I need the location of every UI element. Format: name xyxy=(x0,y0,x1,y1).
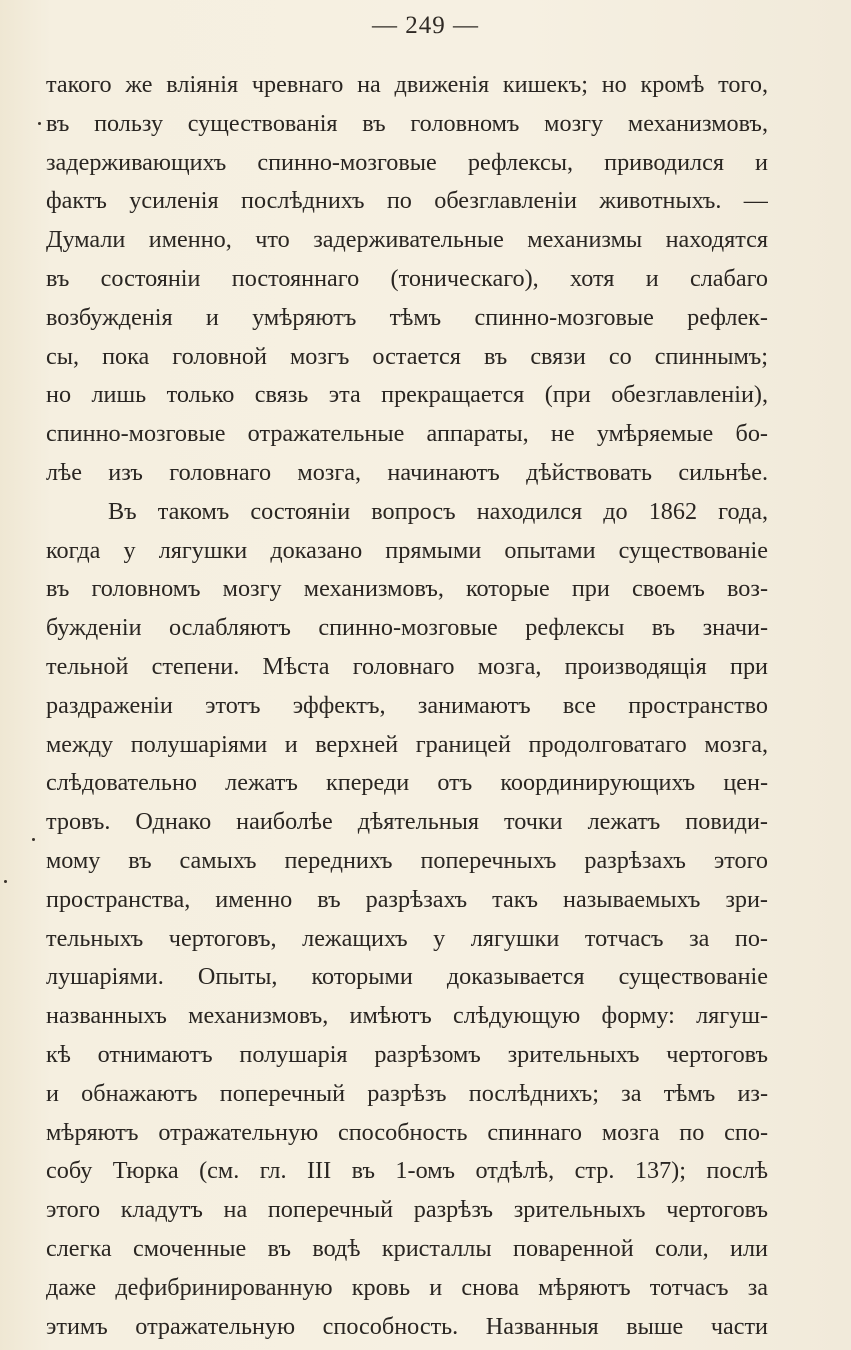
text-line: даже дефибринированную кровь и снова мѣряютъ тотчасъ за xyxy=(46,1273,768,1301)
text-line: въ пользу существованія въ головномъ мозгу механизмовъ, xyxy=(46,109,768,137)
text-line: слегка смоченные въ водѣ кристаллы поваренной соли, или xyxy=(46,1234,768,1262)
text-line: лушаріями. Опыты, которыми доказывается существованіе xyxy=(46,963,768,991)
text-line: бужденіи ослабляютъ спинно-мозговые рефлексы въ значи- xyxy=(46,614,768,642)
text-line: слѣдовательно лежатъ кпереди отъ координирующихъ цен- xyxy=(46,769,768,797)
text-line: спинно-мозговые отражательные аппараты, не умѣряемые бо- xyxy=(46,420,768,448)
text-line: но лишь только связь эта прекращается (при обезглавленіи), xyxy=(46,381,768,409)
text-line: когда у лягушки доказано прямыми опытами существованіе xyxy=(46,536,768,564)
text-line: сы, пока головной мозгъ остается въ связи со спиннымъ; xyxy=(46,342,768,370)
margin-dot xyxy=(38,122,41,125)
page-number: — 249 — xyxy=(372,12,479,39)
text-line: Думали именно, что задерживательные механизмы находятся xyxy=(46,226,768,254)
text-line: задерживающихъ спинно-мозговые рефлексы, приводился и xyxy=(46,148,768,176)
text-line: и обнажаютъ поперечный разрѣзъ послѣднихъ; за тѣмъ из- xyxy=(46,1079,768,1107)
text-line: между полушаріями и верхней границей продолговатаго мозга, xyxy=(46,730,768,758)
text-line: тровъ. Однако наиболѣе дѣятельныя точки лежатъ повиди- xyxy=(46,808,768,836)
text-line: этого кладутъ на поперечный разрѣзъ зрительныхъ чертоговъ xyxy=(46,1196,768,1224)
text-line: возбужденія и умѣряютъ тѣмъ спинно-мозговые рефлек- xyxy=(46,303,768,331)
body-text xyxy=(46,66,768,1346)
text-line: собу Тюрка (см. гл. III въ 1-омъ отдѣлѣ, стр. 137); послѣ xyxy=(46,1157,768,1185)
text-line: такого же вліянія чревнаго на движенія кишекъ; но кромѣ того, xyxy=(46,71,768,98)
text-line: въ головномъ мозгу механизмовъ, которые при своемъ воз- xyxy=(46,575,768,603)
text-line: тельной степени. Мѣста головнаго мозга, производящія при xyxy=(46,652,768,680)
margin-dot xyxy=(4,880,7,883)
text-line: кѣ отнимаютъ полушарія разрѣзомъ зрительныхъ чертоговъ xyxy=(46,1040,768,1068)
text-line: этимъ отражательную способность. Названныя выше части xyxy=(46,1312,768,1340)
text-line: названныхъ механизмовъ, имѣютъ слѣдующую форму: лягуш- xyxy=(46,1002,768,1030)
text-line: Въ такомъ состояніи вопросъ находился до 1862 года, xyxy=(108,497,768,525)
margin-dot xyxy=(32,838,35,841)
text-line: мому въ самыхъ переднихъ поперечныхъ разрѣзахъ этого xyxy=(46,846,768,874)
text-line: раздраженіи этотъ эффектъ, занимаютъ все пространство xyxy=(46,691,768,719)
text-line: лѣе изъ головнаго мозга, начинаютъ дѣйствовать сильнѣе. xyxy=(46,458,768,486)
text-line: пространства, именно въ разрѣзахъ такъ называемыхъ зри- xyxy=(46,885,768,913)
text-line: мѣряютъ отражательную способность спиннаго мозга по спо- xyxy=(46,1118,768,1146)
text-line: въ состояніи постояннаго (тоническаго), хотя и слабаго xyxy=(46,264,768,292)
text-line: фактъ усиленія послѣднихъ по обезглавленіи животныхъ. — xyxy=(46,187,768,215)
text-line: тельныхъ чертоговъ, лежащихъ у лягушки тотчасъ за по- xyxy=(46,924,768,952)
